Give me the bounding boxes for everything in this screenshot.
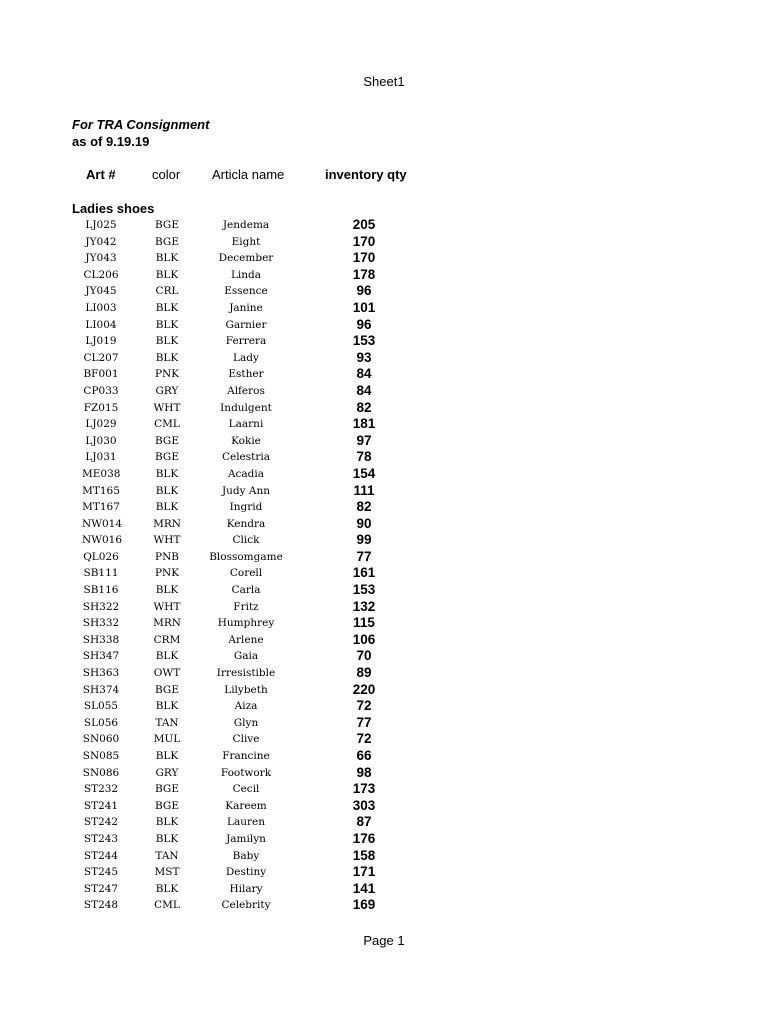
art-number-cell: SN086 xyxy=(82,766,120,779)
article-name-cell: Baby xyxy=(232,849,260,862)
art-number-cell: LJ029 xyxy=(85,418,117,431)
color-cell: BGE xyxy=(155,799,179,812)
table-row xyxy=(0,731,768,748)
article-name-cell: Blossomgame xyxy=(209,550,283,563)
inventory-qty-cell: 78 xyxy=(356,449,372,465)
art-number-cell: LJ019 xyxy=(85,335,117,348)
color-cell: GRY xyxy=(155,384,179,397)
inventory-qty-cell: 66 xyxy=(356,748,372,763)
color-cell: BLK xyxy=(155,268,179,281)
color-cell: WHT xyxy=(153,534,181,547)
art-number-cell: FZ015 xyxy=(83,401,119,414)
art-number-cell: ST248 xyxy=(83,899,119,912)
art-number-cell: JY042 xyxy=(85,235,117,248)
article-name-cell: Corell xyxy=(229,567,263,580)
color-cell: PNB xyxy=(155,550,179,563)
table-row xyxy=(0,582,768,599)
art-number-cell: ST245 xyxy=(83,866,119,879)
art-number-cell: SH332 xyxy=(82,617,120,630)
art-number-cell: NW014 xyxy=(82,517,123,530)
art-number-cell: SH363 xyxy=(82,667,120,680)
table-row xyxy=(0,433,768,450)
table-row xyxy=(0,648,768,665)
inventory-qty-cell: 96 xyxy=(356,316,372,332)
article-name-cell: Eight xyxy=(231,235,261,248)
inventory-qty-cell: 99 xyxy=(356,532,372,548)
inventory-qty-cell: 87 xyxy=(356,814,372,830)
art-number-cell: ST232 xyxy=(83,783,119,796)
article-name-cell: Destiny xyxy=(225,866,267,879)
art-number-cell: SH338 xyxy=(82,633,120,646)
article-name-cell: Irresistible xyxy=(216,667,276,680)
table-row xyxy=(0,715,768,732)
table-row xyxy=(0,814,768,831)
art-number-cell: ST247 xyxy=(83,882,119,895)
color-cell: GRY xyxy=(155,766,179,779)
table-row xyxy=(0,267,768,284)
article-name-cell: Arlene xyxy=(228,633,264,646)
table-row xyxy=(0,632,768,649)
inventory-qty-cell: 96 xyxy=(356,283,372,299)
color-cell: CRL xyxy=(155,285,179,298)
table-row xyxy=(0,499,768,516)
article-name-cell: Garnier xyxy=(225,318,267,331)
article-name-cell: Kokie xyxy=(231,434,261,447)
art-number-cell: SH374 xyxy=(82,683,120,696)
art-number-cell: JY045 xyxy=(85,285,117,298)
inventory-qty-cell: 176 xyxy=(352,830,376,846)
color-cell: BLK xyxy=(155,335,179,348)
art-number-cell: ST241 xyxy=(83,799,119,812)
color-cell: BLK xyxy=(155,501,179,514)
inventory-qty-cell: 72 xyxy=(356,731,372,747)
art-number-cell: SH347 xyxy=(82,650,120,663)
article-name-cell: Indulgent xyxy=(220,401,272,414)
article-name-cell: Cecil xyxy=(232,783,260,796)
article-name-cell: Celebrity xyxy=(221,899,271,912)
article-name-cell: Lauren xyxy=(227,816,265,829)
color-cell: BGE xyxy=(155,219,179,231)
color-cell: CML xyxy=(154,899,180,912)
table-row xyxy=(0,383,768,400)
inventory-qty-cell: 153 xyxy=(352,582,376,598)
color-cell: BGE xyxy=(155,683,179,696)
art-number-cell: NW016 xyxy=(82,534,123,547)
art-number-cell: SN085 xyxy=(82,750,120,762)
as-of-date: as of 9.19.19 xyxy=(72,134,150,149)
column-header-color: color xyxy=(152,167,181,182)
color-cell: BGE xyxy=(155,783,179,796)
article-name-cell: Lilybeth xyxy=(224,683,268,696)
color-cell: OWT xyxy=(153,667,181,680)
color-cell: CML xyxy=(154,418,180,431)
color-cell: BLK xyxy=(155,700,179,713)
article-name-cell: Kendra xyxy=(226,517,266,530)
article-name-cell: Linda xyxy=(230,268,262,281)
inventory-qty-cell: 132 xyxy=(352,598,376,614)
art-number-cell: JY043 xyxy=(85,252,117,265)
article-name-cell: Kareem xyxy=(225,799,267,812)
color-cell: WHT xyxy=(153,401,181,414)
art-number-cell: MT167 xyxy=(82,501,120,514)
art-number-cell: CP033 xyxy=(83,384,119,397)
art-number-cell: ST243 xyxy=(83,832,119,845)
article-name-cell: Francine xyxy=(222,750,270,762)
table-row xyxy=(0,781,768,798)
inventory-qty-cell: 141 xyxy=(352,880,376,896)
article-name-cell: Humphrey xyxy=(217,617,275,630)
inventory-qty-cell: 77 xyxy=(356,548,372,564)
inventory-qty-cell: 84 xyxy=(356,366,372,382)
color-cell: BLK xyxy=(155,301,179,314)
table-row xyxy=(0,831,768,848)
table-row xyxy=(0,333,768,350)
inventory-qty-cell: 72 xyxy=(356,698,372,714)
article-name-cell: Jamilyn xyxy=(226,832,266,845)
article-name-cell: Celestria xyxy=(221,451,271,464)
inventory-qty-cell: 98 xyxy=(356,764,372,780)
art-number-cell: ST244 xyxy=(83,849,119,862)
inventory-table xyxy=(0,217,768,914)
inventory-qty-cell: 111 xyxy=(353,482,375,498)
inventory-qty-cell: 115 xyxy=(353,615,375,631)
color-cell: MRN xyxy=(153,517,181,530)
article-name-cell: Fritz xyxy=(233,600,259,613)
inventory-qty-cell: 220 xyxy=(352,681,376,697)
color-cell: BGE xyxy=(155,451,179,464)
inventory-qty-cell: 171 xyxy=(352,864,376,880)
art-number-cell: LI003 xyxy=(85,301,117,314)
color-cell: BLK xyxy=(155,318,179,331)
table-row xyxy=(0,400,768,417)
table-row xyxy=(0,665,768,682)
article-name-cell: December xyxy=(218,252,274,265)
inventory-qty-cell: 161 xyxy=(352,565,376,581)
art-number-cell: ST242 xyxy=(83,816,119,829)
color-cell: BLK xyxy=(155,750,179,762)
table-row xyxy=(0,798,768,815)
article-name-cell: Clive xyxy=(232,733,260,746)
column-header-inventory-qty: inventory qty xyxy=(325,167,407,182)
column-header-article-name: Articla name xyxy=(212,167,285,182)
article-name-cell: Click xyxy=(232,534,260,547)
color-cell: BLK xyxy=(155,832,179,845)
table-row xyxy=(0,698,768,715)
color-cell: MUL xyxy=(153,733,181,746)
inventory-qty-cell: 90 xyxy=(356,515,372,531)
table-row xyxy=(0,599,768,616)
article-name-cell: Gaia xyxy=(233,650,259,663)
inventory-qty-cell: 89 xyxy=(356,665,372,681)
color-cell: TAN xyxy=(155,716,179,729)
article-name-cell: Glyn xyxy=(233,716,259,729)
color-cell: BLK xyxy=(155,467,179,480)
table-row xyxy=(0,848,768,865)
article-name-cell: Essence xyxy=(224,285,268,298)
article-name-cell: Jendema xyxy=(222,219,270,231)
color-cell: TAN xyxy=(155,849,179,862)
table-row xyxy=(0,300,768,317)
color-cell: CRM xyxy=(153,633,181,646)
article-name-cell: Hilary xyxy=(229,882,263,895)
art-number-cell: SN060 xyxy=(82,733,120,746)
inventory-qty-cell: 93 xyxy=(356,349,372,365)
table-row xyxy=(0,549,768,566)
inventory-qty-cell: 158 xyxy=(352,847,376,863)
table-row xyxy=(0,864,768,881)
column-header-art: Art # xyxy=(86,167,116,182)
color-cell: PNK xyxy=(154,368,180,381)
article-name-cell: Lady xyxy=(233,351,259,364)
inventory-qty-cell: 84 xyxy=(356,382,372,398)
table-row xyxy=(0,366,768,383)
art-number-cell: CL207 xyxy=(83,351,119,364)
article-name-cell: Footwork xyxy=(220,766,272,779)
article-name-cell: Aiza xyxy=(234,700,258,713)
article-name-cell: Alferos xyxy=(227,384,265,397)
inventory-qty-cell: 82 xyxy=(356,499,372,515)
art-number-cell: BF001 xyxy=(83,368,119,381)
color-cell: MRN xyxy=(153,617,181,630)
color-cell: BLK xyxy=(155,882,179,895)
color-cell: BGE xyxy=(155,235,179,248)
art-number-cell: ME038 xyxy=(82,467,121,480)
art-number-cell: SL055 xyxy=(83,700,119,713)
art-number-cell: LJ025 xyxy=(85,219,117,231)
table-row xyxy=(0,317,768,334)
table-row xyxy=(0,449,768,466)
art-number-cell: SB111 xyxy=(83,567,119,580)
color-cell: MST xyxy=(154,866,180,879)
article-name-cell: Janine xyxy=(229,301,263,314)
article-name-cell: Esther xyxy=(228,368,264,381)
color-cell: PNK xyxy=(154,567,180,580)
inventory-qty-cell: 106 xyxy=(352,631,376,647)
inventory-qty-cell: 70 xyxy=(356,648,372,664)
inventory-qty-cell: 303 xyxy=(352,797,376,813)
table-row xyxy=(0,748,768,765)
art-number-cell: LJ031 xyxy=(85,451,117,464)
art-number-cell: SH322 xyxy=(82,600,120,613)
article-name-cell: Ferrera xyxy=(225,335,267,348)
inventory-qty-cell: 153 xyxy=(352,333,376,349)
document-title: For TRA Consignment xyxy=(72,117,210,132)
color-cell: BLK xyxy=(155,484,179,497)
color-cell: BLK xyxy=(155,252,179,265)
table-row xyxy=(0,682,768,699)
color-cell: BLK xyxy=(155,584,179,597)
inventory-qty-cell: 173 xyxy=(352,781,376,797)
article-name-cell: Judy Ann xyxy=(221,484,271,497)
inventory-qty-cell: 170 xyxy=(352,250,376,266)
table-row xyxy=(0,416,768,433)
art-number-cell: MT165 xyxy=(82,484,120,497)
table-row xyxy=(0,466,768,483)
table-row xyxy=(0,516,768,533)
art-number-cell: LJ030 xyxy=(85,434,117,447)
inventory-qty-cell: 205 xyxy=(352,217,376,232)
inventory-qty-cell: 97 xyxy=(356,432,372,448)
table-row xyxy=(0,234,768,251)
table-row xyxy=(0,532,768,549)
article-name-cell: Carla xyxy=(231,584,261,597)
table-row xyxy=(0,283,768,300)
art-number-cell: SL056 xyxy=(83,716,119,729)
art-number-cell: SB116 xyxy=(83,584,119,597)
inventory-qty-cell: 154 xyxy=(352,465,376,481)
art-number-cell: CL206 xyxy=(83,268,119,281)
inventory-qty-cell: 169 xyxy=(352,897,376,913)
article-name-cell: Acadia xyxy=(227,467,265,480)
table-row xyxy=(0,483,768,500)
inventory-qty-cell: 77 xyxy=(356,714,372,730)
table-row xyxy=(0,565,768,582)
art-number-cell: QL026 xyxy=(83,550,119,563)
inventory-qty-cell: 170 xyxy=(352,233,376,249)
table-row xyxy=(0,350,768,367)
page-footer: Page 1 xyxy=(363,933,405,948)
table-row xyxy=(0,615,768,632)
inventory-qty-cell: 178 xyxy=(352,266,376,282)
table-row xyxy=(0,250,768,267)
table-row xyxy=(0,217,768,234)
color-cell: BGE xyxy=(155,434,179,447)
sheet-title: Sheet1 xyxy=(363,74,405,89)
table-row xyxy=(0,897,768,914)
table-row xyxy=(0,765,768,782)
article-name-cell: Laarni xyxy=(228,418,264,431)
inventory-qty-cell: 101 xyxy=(352,299,376,315)
color-cell: BLK xyxy=(155,351,179,364)
color-cell: WHT xyxy=(153,600,181,613)
article-name-cell: Ingrid xyxy=(229,501,263,514)
color-cell: BLK xyxy=(155,816,179,829)
art-number-cell: LI004 xyxy=(85,318,117,331)
inventory-qty-cell: 181 xyxy=(352,416,376,432)
color-cell: BLK xyxy=(155,650,179,663)
table-row xyxy=(0,881,768,898)
section-label: Ladies shoes xyxy=(72,201,155,216)
inventory-qty-cell: 82 xyxy=(356,399,372,415)
